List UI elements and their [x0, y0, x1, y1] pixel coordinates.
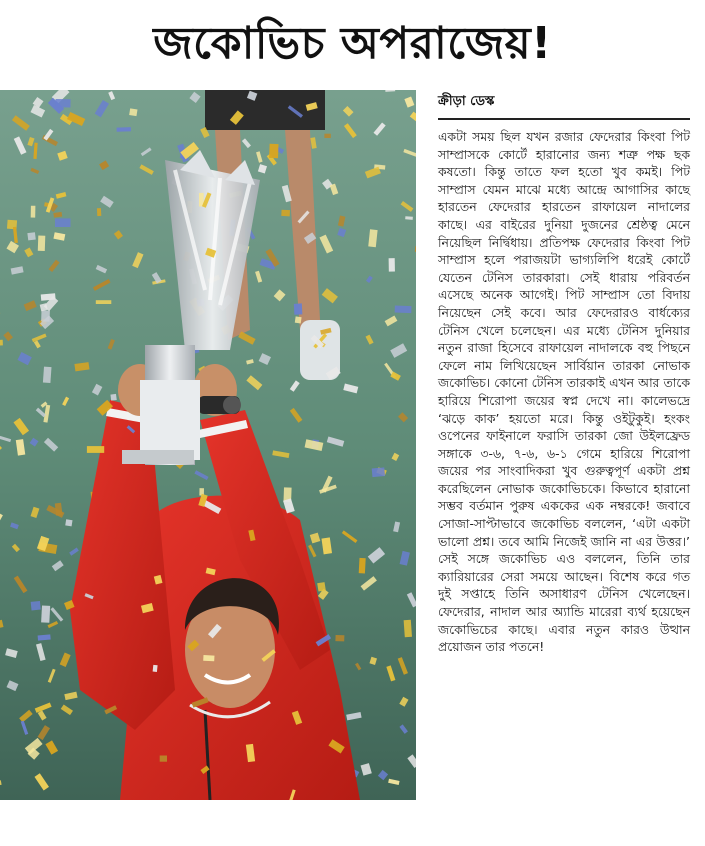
confetti-piece — [404, 620, 412, 637]
confetti-piece — [65, 519, 72, 526]
confetti-piece — [405, 216, 413, 220]
confetti-piece — [117, 127, 131, 132]
trophy-celebration-photo — [0, 90, 416, 800]
confetti-piece — [0, 340, 3, 346]
confetti-piece — [27, 232, 35, 240]
confetti-piece — [31, 206, 36, 218]
confetti-piece — [31, 601, 41, 611]
confetti-piece — [41, 605, 50, 622]
confetti-piece — [359, 558, 366, 574]
confetti-piece — [324, 134, 330, 138]
article-column — [438, 92, 690, 656]
confetti-piece — [43, 367, 52, 383]
confetti-piece — [269, 144, 278, 158]
confetti-piece — [203, 655, 214, 661]
article-body: একটা সময় ছিল যখন রজার ফেদেরার কিংবা পিট সাম্প্রাসকে কোর্টে হারানোর জন্য শত্রু পক্ষ ছক কষতো। কিন্তু তাতে ফল হতো খুব কমই। পিট সাম্প্রাস যেমন মাঝে মধ্যে আন্দ্রে আগাসির কাছে হারতেন ফেদেরার হারতেন রাফায়েল নাদালের কাছে। এর বাইরের দুনিয়া দুজনের শ্রেষ্ঠত্ব মেনে নিয়েছিল নির্দ্বিধায়। প্রতিপক্ষ ফেদেরার কিংবা পিট সাম্প্রাস হলে পরাজয়টা ভাগ্যলিপি ধরেই কোর্টে যেতেন টেনিস তারকারা। সেই ধারায় পরিবর্তন এসেছে অনেক আগেই। পিট সাম্প্রাস তো বিদায় নিয়েছেন সেই কবে। আর ফেদেরারও বার্ধক্যের টেনিস খেলে চলেছেন। এর মধ্যে টেনিস দুনিয়ার নতুন রাজা হিসেবে রাফায়েল নাদালকে বহু পিছনে ফেলে নাম লিখিয়েছেন সার্বিয়ান তারকা নোভাক জকোভিচ। কোনো টেনিস তারকাই এখন আর তাকে হারিয়ে শিরোপা জয়ের স্বপ্ন দেখে না। কালেভদ্রে ‘ঝড়ে কাক’ হয়তো মরে। কিন্তু ওইটুকুই। হংকং ওপেনের ফাইনালে ফরাসি তারকা জো উইলফ্রেড সঙ্গাকে ৩-৬, ৭-৬, ৬-১ গেমে হারিয়ে শিরোপা জয়ের পর সাংবাদিকরা খুব গুরুত্বপূর্ণ একটা প্রশ্ন করেছিলেন নোভাক জকোভিচকে। কিভাবে হারানো সম্ভব বর্তমান পুরুষ এককের এক নম্বরকে! জবাবে সোজা-সাপ্টাভাবে জকোভিচ বললেন, ‘এটা একটা ভালো প্রশ্ন। তবে আমি নিজেই জানি না এর উত্তর।’ সেই সঙ্গে জকোভিচ এও বললেন, তিনি তার ক্যারিয়ারের সেরা সময়ে আছেন। বিশেষ করে গত দুই সপ্তাহে তিনি অসাধারণ টেনিস খেলেছেন। ফেদেরার, নাদাল আর অ্যান্ডি মারেরা ব্যর্থ হয়েছেন জকোভিচের কাছে। এবার নতুন কারও উত্থান প্রয়োজন তার পতনে! — [438, 129, 690, 655]
confetti-piece — [41, 310, 50, 321]
confetti-piece — [97, 208, 101, 216]
article-photo — [0, 90, 416, 800]
confetti-piece — [87, 446, 104, 453]
confetti-piece — [110, 394, 116, 401]
confetti-piece — [96, 300, 112, 304]
confetti-piece — [335, 635, 344, 641]
byline-desk: ক্রীড়া ডেস্ক — [438, 92, 690, 120]
confetti-piece — [129, 108, 137, 116]
confetti-piece — [395, 306, 412, 314]
confetti-piece — [294, 303, 303, 314]
confetti-piece — [317, 582, 326, 591]
confetti-piece — [372, 467, 385, 477]
confetti-piece — [295, 316, 302, 323]
confetti-piece — [41, 293, 56, 301]
confetti-piece — [153, 665, 158, 672]
confetti-piece — [389, 258, 395, 272]
headline: জকোভিচ অপরাজেয়! — [153, 18, 552, 69]
confetti-piece — [55, 218, 71, 227]
confetti-piece — [160, 756, 167, 762]
confetti-piece — [38, 236, 46, 251]
confetti-piece — [281, 210, 290, 217]
